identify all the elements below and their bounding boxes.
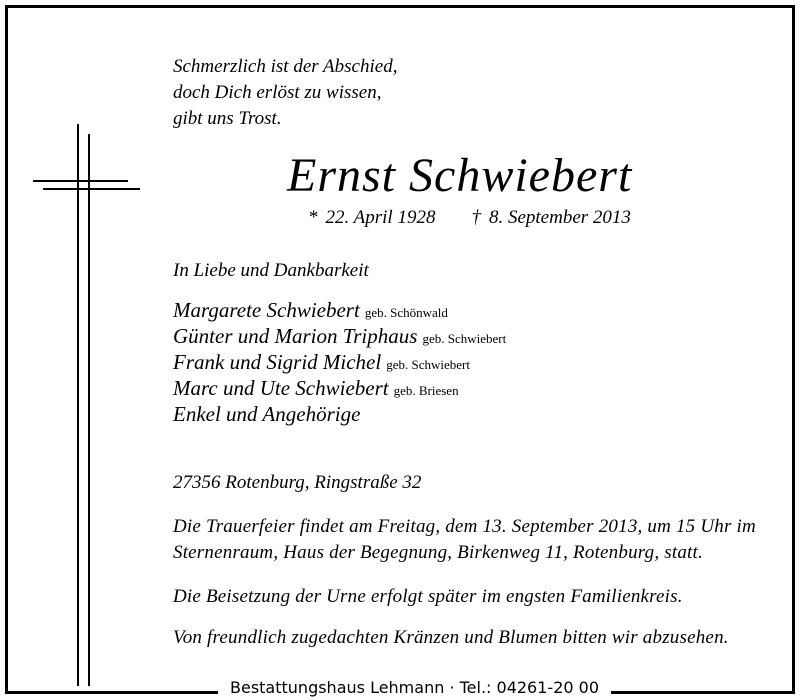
mourner-entry	[173, 297, 506, 323]
ceremony-line: Die Trauerfeier findet am Freitag, dem 13. September 2013, um 15 Uhr im	[173, 516, 756, 537]
mourner-name: Marc und Ute Schwiebert	[173, 376, 389, 400]
mourner-entry	[173, 375, 506, 401]
mourner-name: Enkel und Angehörige	[173, 402, 361, 426]
mourners-list	[173, 297, 506, 427]
mourner-name: Frank und Sigrid Michel	[173, 350, 382, 374]
burial-text: Die Beisetzung der Urne erfolgt später im engsten Familienkreis.	[173, 586, 683, 607]
death-date: 8. September 2013	[488, 207, 631, 228]
deceased-name: Ernst Schwiebert	[287, 149, 633, 202]
mourner-entry	[173, 323, 506, 349]
mourner-name: Margarete Schwiebert	[173, 298, 360, 322]
motto	[173, 54, 397, 132]
death-symbol: †	[471, 207, 481, 228]
ceremony-line: Sternenraum, Haus der Begegnung, Birkenweg 11, Rotenburg, statt.	[173, 542, 703, 563]
motto-line: gibt uns Trost.	[173, 108, 282, 129]
motto-line: doch Dich erlöst zu wissen,	[173, 82, 382, 103]
address: 27356 Rotenburg, Ringstraße 32	[173, 472, 422, 493]
mourner-nee: geb. Briesen	[393, 383, 459, 398]
birth-date: 22. April 1928	[325, 207, 436, 228]
ceremony-text	[173, 514, 756, 566]
mourner-entry	[173, 401, 506, 427]
birth-symbol: *	[308, 207, 318, 228]
intro-text: In Liebe und Dankbarkeit	[173, 260, 369, 281]
funeral-home-footer: Bestattungshaus Lehmann · Tel.: 04261-20 00	[218, 676, 611, 700]
mourner-entry	[173, 349, 506, 375]
motto-line: Schmerzlich ist der Abschied,	[173, 56, 398, 77]
mourner-name: Günter und Marion Triphaus	[173, 324, 418, 348]
mourner-nee: geb. Schwiebert	[422, 331, 507, 346]
life-dates	[308, 207, 631, 229]
mourner-nee: geb. Schwiebert	[386, 357, 470, 372]
request-text: Von freundlich zugedachten Kränzen und Blumen bitten wir abzusehen.	[173, 627, 729, 648]
mourner-nee: geb. Schönwald	[364, 305, 448, 320]
